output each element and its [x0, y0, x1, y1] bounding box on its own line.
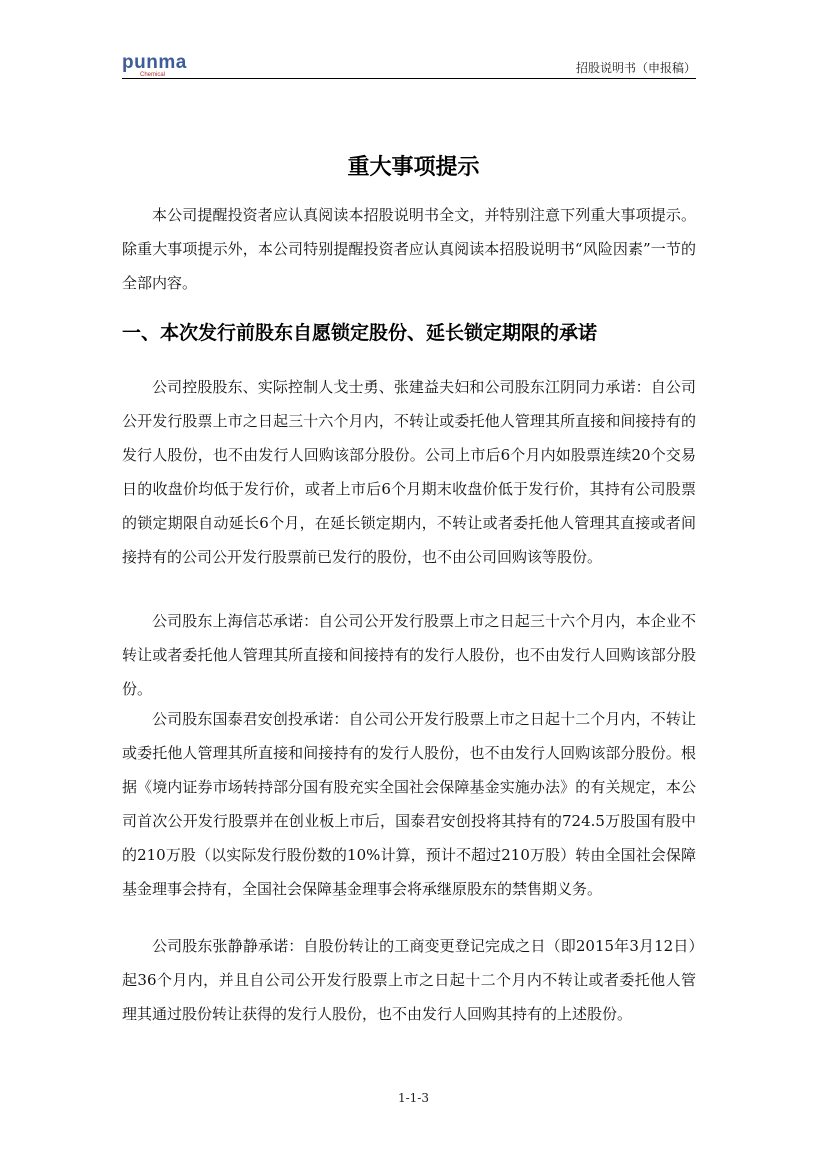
document-type: 招股说明书（申报稿）: [575, 61, 696, 75]
logo-subtitle: [140, 72, 165, 78]
section-heading: 一、本次发行前股东自愿锁定股份、延长锁定期限的承诺: [122, 322, 598, 344]
body-paragraph: 公司股东上海信芯承诺：自公司公开发行股票上市之日起三十六个月内，本企业不转让或者委托他人管理其所直接和间接持有的发行人股份，也不由发行人回购该部分股份。: [122, 612, 696, 698]
page-header: [122, 46, 696, 79]
page-number: 1-1-3: [397, 1091, 429, 1105]
body-paragraph: 公司股东国泰君安创投承诺：自公司公开发行股票上市之日起十二个月内，不转让或委托他人管理其所直接和间接持有的发行人股份，也不由发行人回购该部分股份。根据《境内证券市场转持部分国有股充实全国社会保障基金实施办法》的有关规定，本公司首次公开发行股票并在创业板上市后，国泰君安创投将其持有的724.5万股国有股中的210万股（以实际发行股份数的10%计算，预计不超过210万股）转由全国社会保障基金理事会持有，全国社会保障基金理事会将承继原股东的禁售期义务。: [122, 710, 696, 898]
page-title: 重大事项提示: [347, 155, 480, 180]
body-paragraph: 公司控股股东、实际控制人戈士勇、张建益夫妇和公司股东江阴同力承诺：自公司公开发行股票上市之日起三十六个月内，不转让或委托他人管理其所直接和间接持有的发行人股份，也不由发行人回购该部分股份。公司上市后6个月内如股票连续20个交易日的收盘价均低于发行价，或者上市后6个月期末收盘价低于发行价，其持有公司股票的锁定期限自动延长6个月，在延长锁定期内，不转让或者委托他人管理其直接或者间接持有的公司公开发行股票前已发行的股份，也不由公司回购该等股份。: [122, 378, 696, 566]
body-paragraph: 公司股东张静静承诺：自股份转让的工商变更登记完成之日（即2015年3月12日）起36个月内，并且自公司公开发行股票上市之日起十二个月内不转让或者委托他人管理其通过股份转让获得的发行人股份，也不由发行人回购其持有的上述股份。: [122, 937, 696, 1023]
logo-sub-text: Chemical: [140, 72, 166, 78]
company-logo: [122, 54, 187, 72]
intro-paragraph: 本公司提醒投资者应认真阅读本招股说明书全文，并特别注意下列重大事项提示。除重大事项提示外，本公司特别提醒投资者应认真阅读本招股说明书“风险因素”一节的全部内容。: [122, 206, 696, 292]
logo-text: punma: [122, 52, 187, 73]
